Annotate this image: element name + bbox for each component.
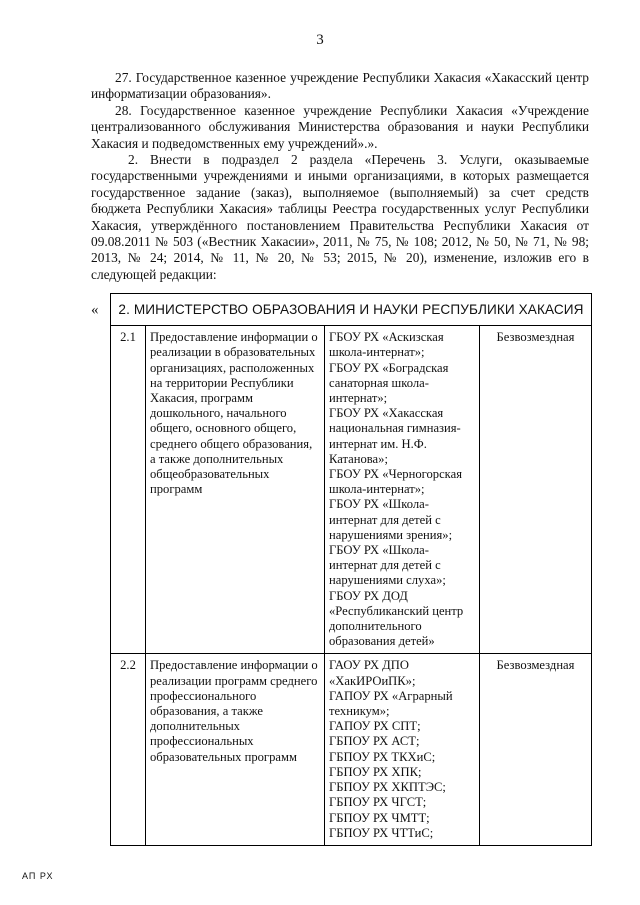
- paragraph-27: 27. Государственное казенное учреждение Республики Хакасия «Хакасский центр информатизации образования».: [91, 70, 589, 102]
- paragraph-28: 28. Государственное казенное учреждение Республики Хакасия «Учреждение централизованного обслуживания Министерства образования и науки Республики Хакасия и подведомственных ему учреждений».».: [91, 103, 589, 151]
- service-description: Предоставление информации о реализации программ среднего профессионального образования, а также дополнительных профессиональных образовательных программ: [146, 654, 325, 845]
- table-row: [111, 326, 592, 654]
- institution-item: ГБОУ РХ ДОД «Республиканский центр дополнительного образования детей»: [329, 588, 464, 649]
- institution-item: ГБОУ РХ «Хакасская национальная гимназия-интернат им. Н.Ф. Катанова»;: [329, 406, 461, 466]
- institution-item: ГБОУ РХ «Школа-интернат для детей с нарушениями зрения»;: [329, 497, 453, 542]
- row-number: 2.1: [111, 326, 146, 654]
- table-section-header: [111, 294, 592, 326]
- service-price: Безвозмездная: [480, 654, 592, 845]
- institution-item: ГБПОУ РХ АСТ;: [329, 734, 420, 749]
- institution-item: ГБПОУ РХ ХКПТЭС;: [329, 780, 446, 795]
- institution-item: ГБОУ РХ «Боградская санаторная школа-интернат»;: [329, 360, 449, 406]
- institutions-list: [325, 654, 480, 845]
- institution-item: ГБПОУ РХ ЧГСТ;: [329, 795, 427, 810]
- page-number: 3: [316, 32, 324, 48]
- institution-item: ГАПОУ РХ «Аграрный техникум»;: [329, 688, 453, 719]
- institutions-list: [325, 326, 480, 654]
- institution-item: ГБОУ РХ «Аскизская школа-интернат»;: [329, 330, 444, 360]
- services-table: [110, 293, 592, 846]
- section-title: 2. МИНИСТЕРСТВО ОБРАЗОВАНИЯ И НАУКИ РЕСПУБЛИКИ ХАКАСИЯ: [111, 294, 592, 326]
- footer-mark: АП РХ: [22, 871, 54, 881]
- institution-item: ГБОУ РХ «Школа-интернат для детей с нарушениями слуха»;: [329, 543, 446, 588]
- institution-item: ГБПОУ РХ ХПК;: [329, 764, 422, 779]
- institution-item: ГБОУ РХ «Черногорская школа-интернат»;: [329, 467, 462, 497]
- opening-quote: «: [91, 302, 99, 318]
- institution-item: ГБПОУ РХ ЧТТиС;: [329, 825, 434, 840]
- paragraph-2-amendment: 2. Внести в подраздел 2 раздела «Перечень 3. Услуги, оказываемые государственными учреждениями и иными организациями, в которых размещается государственное задание (заказ), выполняемое (выполняемый) за счет средств бюджета Республики Хакасия» таблицы Реестра государственных услуг Республики Хакасия, утверждённого постановлением Правительства Республики Хакасия от 09.08.2011 № 503 («Вестник Хакасии», 2011, № 75, № 108; 2012, № 50, № 71, № 98; 2013, № 24; 2014, № 11, № 20, № 53; 2015, № 20), изменение, изложив его в следующей редакции:: [91, 152, 589, 282]
- institution-item: ГБПОУ РХ ТКХиС;: [329, 749, 436, 764]
- row-number: 2.2: [111, 654, 146, 845]
- service-description: Предоставление информации о реализации в образовательных организациях, расположенных на территории Республики Хакасия, программ дошкольного, начального общего, основного общего, среднего общего образования, а также дополнительных общеобразовательных программ: [146, 326, 325, 654]
- table-row: [111, 654, 592, 845]
- service-price: Безвозмездная: [480, 326, 592, 654]
- institution-item: ГАОУ РХ ДПО «ХакИРОиПК»;: [329, 658, 416, 688]
- institution-item: ГАПОУ РХ СПТ;: [329, 719, 421, 734]
- institution-item: ГБПОУ РХ ЧМТТ;: [329, 810, 430, 825]
